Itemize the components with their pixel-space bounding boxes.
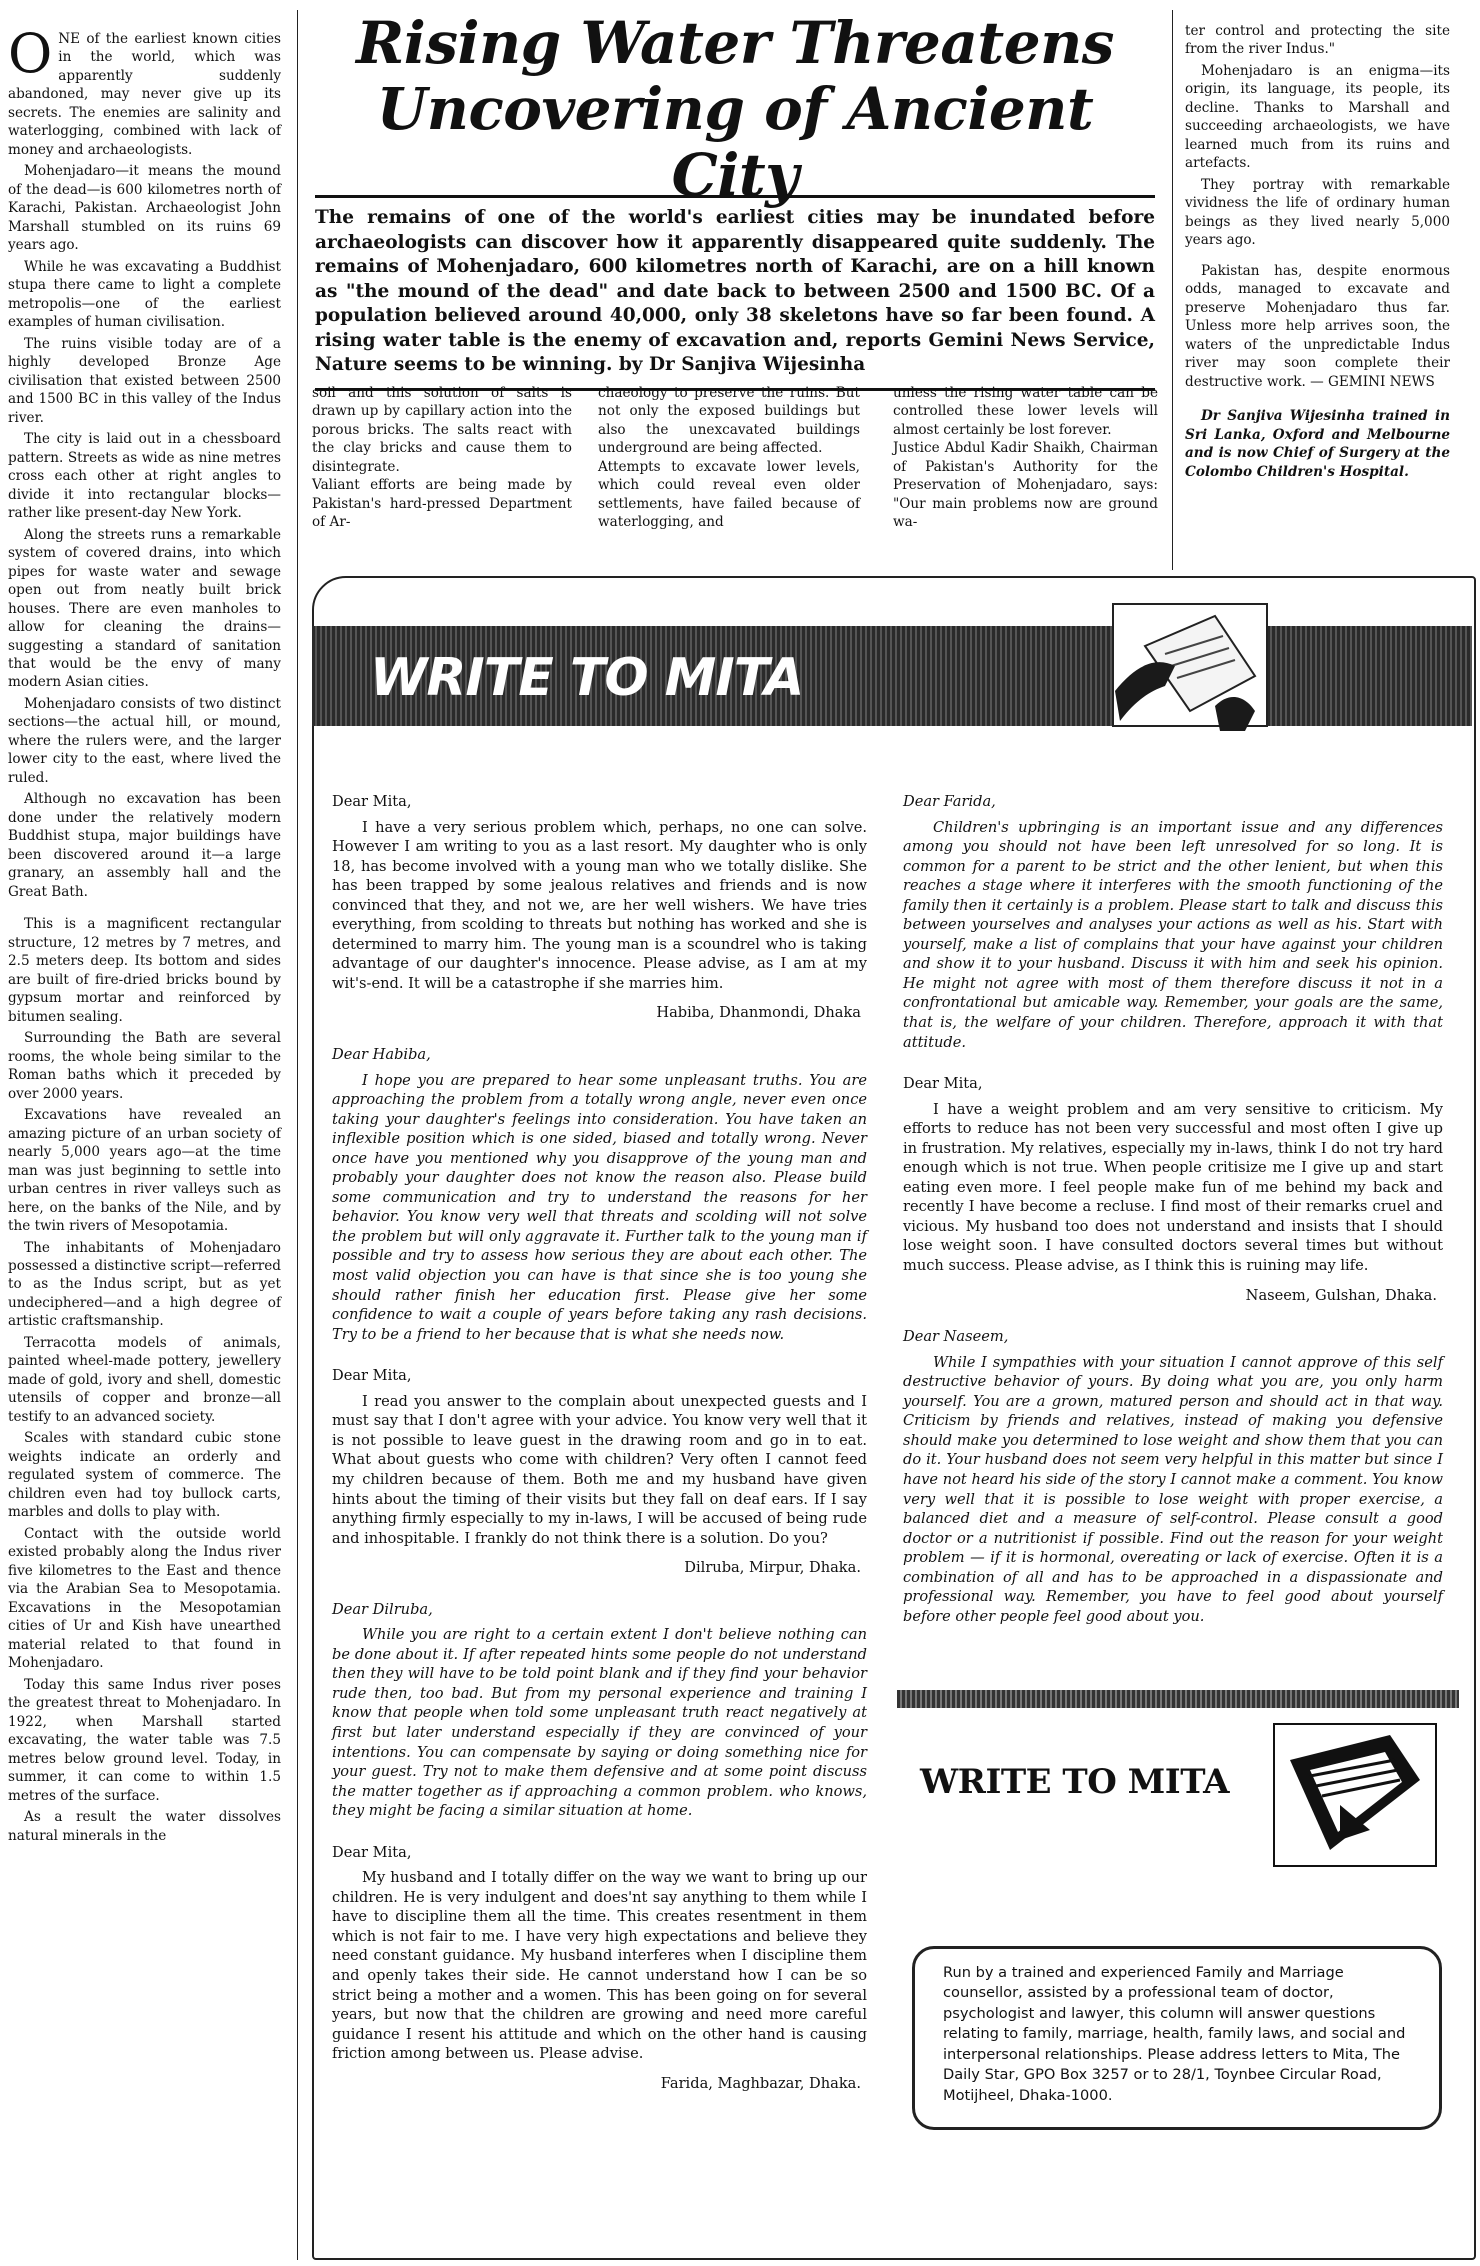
article-paragraph: ter control and protecting the site from the river Indus."	[1185, 23, 1450, 58]
answer	[332, 1045, 867, 1344]
answer-body: While I sympathies with your situation I cannot approve of this self destructive behavior of yours. By doing what you are, you only harm yourself. You are a grown, matured person and should act in that way. Criticism by friends and relatives, instead of making you defensive should make you determined to lose weight and show them that you can do it. Your husband does not seem very helpful in this matter but since I have not heard his side of the story I cannot make a comment. You know very well that it is possible to lose weight with proper exercise, a balanced diet and a measure of self-control. Please consult a good doctor or a nutritionist if possible. Find out the reason for your weight problem — if it is hormonal, overeating or lack of exercise. Often it is a combination of all and has to be approached in a dispassionate and professional way. Remember, you have to feel good about yourself before other people feel good about you.	[903, 1353, 1443, 1625]
hand-letter-icon	[1105, 596, 1275, 734]
article-paragraph: Excavations have revealed an amazing picture of an urban society of nearly 5,000 years ago—at the time man was just beginning to settle into urban centres in river valleys such as here, on the banks of the Nile, and by the twin rivers of Mesopotamia.	[8, 1107, 281, 1235]
letter-body: I have a very serious problem which, perhaps, no one can solve. However I am writing to you as a last resort. My daughter who is only 18, has become involved with a young man who we totally dislike. She has been trapped by some jealous relatives and friends and is now convinced that they, and not we, are her well wishers. We have tries everything, from scolding to threats but nothing has worked and she is determined to marry him. The young man is a scoundrel who is taking advantage of our daughter's innocence. Please advise, as I am at my wit's-end. It will be a catastrophe if she marries him.	[332, 818, 867, 992]
letter-salutation: Dear Mita,	[332, 1367, 412, 1385]
article-paragraph: As a result the water dissolves natural minerals in the	[8, 1809, 281, 1844]
letter-signature: Dilruba, Mirpur, Dhaka.	[684, 1559, 861, 1577]
letter-body: I have a weight problem and am very sensitive to criticism. My efforts to reduce has not been very successful and most often I give up in frustration. My relatives, especially my in-laws, think I do not try hard enough which is not true. When people critisize me I give up and start eating even more. I feel people make fun of me behind my back and recently I have become a recluse. I find most of their remarks cruel and vicious. My husband too does not understand and insists that I should lose weight soon. I have consulted doctors several times but without much success. Please advise, as I think this is ruining may life.	[903, 1100, 1443, 1275]
article-paragraph: They portray with remarkable vividness the life of ordinary human beings as they lived nearly 5,000 years ago.	[1185, 176, 1450, 249]
article-paragraph: Mohenjadaro is an enigma—its origin, its language, its people, its decline. Thanks to Marshall and succeeding archaeologists, we have learned much from its ruins and artefacts.	[1185, 62, 1450, 172]
article-paragraph: The city is laid out in a chessboard pattern. Streets as wide as nine metres cross each other at right angles to divide it into rectangular blocks—rather like present-day New York.	[8, 431, 281, 522]
answer-body: While you are right to a certain extent I don't believe nothing can be done about it. If after repeated hints some people do not understand then they will have to be told point blank and if they find your behavior rude then, too bad. But from my personal experience and training I know that people when told some unpleasant truth react negatively at first but later understand especially if they are convinced of your intentions. You can compensate by saying or doing something nice for your guest. Try not to make them defensive and at some point discuss the matter together as if approaching a common problem. who knows, they might be facing a similar situation at home.	[332, 1626, 867, 1820]
headline: Rising Water Threatens Uncovering of Ancient City	[356, 9, 1114, 209]
article-paragraph: Terracotta models of animals, painted wheel-made pottery, jewellery made of gold, ivory and shell, domestic utensils of copper and bronze—all testify to an advanced society.	[8, 1334, 281, 1425]
answer-salutation: Dear Naseem,	[903, 1328, 1009, 1346]
column-divider	[1172, 10, 1173, 570]
article-paragraph: While he was excavating a Buddhist stupa there came to light a complete metropolis—one of the earliest examples of human civilisation.	[8, 258, 281, 331]
article-column-3: chaeology to preserve the ruins. But not only the exposed buildings but also the unexcavated buildings underground are being affected. Attempts to excavate lower levels, which could reveal even older settlements, have failed because of waterlogging, and	[598, 385, 860, 531]
letter-salutation: Dear Mita,	[332, 1843, 412, 1861]
mita-logo-icon	[1270, 1720, 1440, 1870]
article-paragraph: The inhabitants of Mohenjadaro possessed a distinctive script—referred to as the Indus script, but as yet undeciphered—and a high degree of artistic craftsmanship.	[8, 1239, 281, 1330]
article-paragraph: Surrounding the Bath are several rooms, the whole being similar to the Roman baths which it preceded by over 2000 years.	[8, 1030, 281, 1102]
mita-info-box: Run by a trained and experienced Family and Marriage counsellor, assisted by a professional team of doctor, psychologist and lawyer, this column will answer questions relating to family, marriage, health, family laws, and social and interpersonal relationships. Please address letters to Mita, The Daily Star, GPO Box 3257 or to 28/1, Toynbee Circular Road, Motijheel, Dhaka-1000.	[912, 1946, 1442, 2130]
letter	[332, 1366, 867, 1577]
drop-cap: O	[8, 22, 53, 85]
author-note: Dr Sanjiva Wijesinha trained in Sri Lanka, Oxford and Melbourne and is now Chief of Surgery at the Colombo Children's Hospital.	[1185, 408, 1450, 480]
mita-banner-title: WRITE TO MITA	[370, 648, 804, 708]
answer	[903, 792, 1443, 1052]
answer-salutation: Dear Habiba,	[332, 1046, 431, 1064]
answer-body: I hope you are prepared to hear some unpleasant truths. You are approaching the problem from a totally wrong angle, never even once taking your daughter's feelings into consideration. You have taken an inflexible position which is one sided, biased and totally wrong. Never once have you mentioned why you disapprove of the young man and probably your daughter does not know the reason also. Please build some communication and try to understand the reasons for her behavior. You know very well that threats and scolding will not solve the problem but will only aggravate it. Further talk to the young man if possible and try to assess how serious they are about each other. The most valid objection you can have is that since she is too young she should rather finish her education first. Please give her some confidence to wait a couple of years before taking any rash decisions. Try to be a friend to her because that is what she needs now.	[332, 1071, 867, 1343]
answer	[332, 1600, 867, 1821]
article-paragraph: ONE of the earliest known cities in the world, which was apparently suddenly abandoned, may never give up its secrets. The enemies are salinity and waterlogging, combined with lack of money and archaeologists.	[8, 22, 281, 158]
article-paragraph: Pakistan has, despite enormous odds, managed to excavate and preserve Mohenjadaro thus far. Unless more help arrives soon, the waters of the unpredictable Indus river may soon complete their destructive work. — GEMINI NEWS	[1185, 262, 1450, 390]
answer-salutation: Dear Farida,	[903, 793, 996, 810]
letter	[903, 1074, 1443, 1305]
article-paragraph: The ruins visible today are of a highly developed Bronze Age civilisation that existed between 2500 and 1500 BC in this valley of the Indus river.	[8, 335, 281, 426]
article-column-5	[1185, 22, 1450, 484]
article-column-4: unless the rising water table can be controlled these lower levels will almost certainly be lost forever. Justice Abdul Kadir Shaikh, Chairman of Pakistan's Authority for the Preservation of Mohenjadaro, says: "Our main problems now are ground wa-	[893, 385, 1158, 531]
letters-column-left	[332, 792, 867, 2093]
article-paragraph: Scales with standard cubic stone weights indicate an orderly and regulated system of commerce. The children even had toy bullock carts, marbles and dolls to play with.	[8, 1430, 281, 1521]
decorative-stripe	[897, 1690, 1459, 1708]
article-column-1	[8, 22, 281, 1848]
article-paragraph: Contact with the outside world existed probably along the Indus river five kilometres to the East and thence via the Arabian Sea to Mesopotamia. Excavations in the Mesopotamian cities of Ur and Kish have unearthed material related to that found in Mohenjadaro.	[8, 1525, 281, 1672]
article-paragraph: Mohenjadaro consists of two distinct sections—the actual hill, or mound, where the rulers were, and the larger lower city to the east, where lived the ruled.	[8, 695, 281, 786]
letter-salutation: Dear Mita,	[903, 1075, 983, 1093]
letter-signature: Farida, Maghbazar, Dhaka.	[660, 2074, 861, 2092]
letter	[332, 1843, 867, 2094]
article-paragraph: Although no excavation has been done under the relatively modern Buddhist stupa, major buildings have been discovered around it—a large granary, an assembly hall and the Great Bath.	[8, 791, 281, 900]
column-divider	[297, 10, 298, 2260]
letter-body: I read you answer to the complain about unexpected guests and I must say that I don't agree with your advice. You know very well that it is not possible to leave guest in the drawing room and go in to eat. What about guests who come with children? Very often I cannot feed my children because of them. Both me and my husband have given hints about the timing of their visits but they fall on deaf ears. If I say anything firmly especially to my in-laws, I will be accused of being rude and inhospitable. I frankly do not think there is a solution. Do you?	[332, 1392, 867, 1547]
letter-signature: Habiba, Dhanmondi, Dhaka	[656, 1004, 861, 1022]
letter	[332, 792, 867, 1023]
answer-body: Children's upbringing is an important issue and any differences among you should not have been left unresolved for so long. It is common for a parent to be strict and the other lenient, but when this reaches a stage where it interferes with the smooth functioning of the family then it certainly is a problem. Please start to talk and discuss this between yourselves and analyses your actions as well as his. Start with yourself, make a list of complains that your have against your children and show it to your husband. Discuss it with him and seek his opinion. He might not agree with most of them therefore discuss it not in a confrontational but amicable way. Remember, your goals are the same, that is, the welfare of your children. Therefore, approach it with that attitude.	[903, 818, 1443, 1051]
article-deck: The remains of one of the world's earliest cities may be inundated before archaeologists can discover how it apparently disappeared quite suddenly. The remains of Mohenjadaro, 600 kilometres north of Karachi, are on a hill known as "the mound of the dead" and date back to between 2500 and 1500 BC. Of a population believed around 40,000, only 38 skeletons have so far been found. A rising water table is the enemy of excavation and, reports Gemini News Service, Nature seems to be winning. by Dr Sanjiva Wijesinha	[315, 195, 1155, 391]
letter-body: My husband and I totally differ on the way we want to bring up our children. He is very indulgent and does'nt say anything to them while I have to discipline them all the time. This creates resentment in them which is not fair to me. I have very high expectations and believe they need constant guidance. My husband interferes when I discipline them and openly takes their side. He cannot understand how I can be so strict being a mother and a women. This has been going on for several years, but now that the children are growing and need more careful guidance I resent his attitude and which on the other hand is causing friction among between us. Please advise.	[332, 1869, 867, 2063]
article-paragraph: Mohenjadaro—it means the mound of the dead—is 600 kilometres north of Karachi, Pakistan. Archaeologist John Marshall stumbled on its ruins 69 years ago.	[8, 163, 281, 254]
article-paragraph: Today this same Indus river poses the greatest threat to Mohenjadaro. In 1922, when Marshall started excavating, the water table was 7.5 metres below ground level. Today, in summer, it can come to within 1.5 metres of the surface.	[8, 1676, 281, 1804]
article-column-2: soil and this solution of salts is drawn up by capillary action into the porous bricks. The salts react with the clay bricks and cause them to disintegrate. Valiant efforts are being made by Pakistan's hard-pressed Department of Ar-	[312, 385, 572, 531]
letters-column-right	[903, 792, 1443, 1626]
letter-signature: Naseem, Gulshan, Dhaka.	[1245, 1286, 1437, 1304]
answer-salutation: Dear Dilruba,	[332, 1600, 433, 1618]
answer	[903, 1327, 1443, 1626]
mita-promo-title: WRITE TO MITA	[920, 1762, 1230, 1802]
article-paragraph: Along the streets runs a remarkable system of covered drains, into which pipes for waste water and sewage open out from neatly built brick houses. There are even manholes to allow for cleaning the drains—suggesting a standard of sanitation that would be the envy of many modern Asian cities.	[8, 526, 281, 691]
article-paragraph: This is a magnificent rectangular structure, 12 metres by 7 metres, and 2.5 meters deep. Its bottom and sides are built of fire-dried bricks bound by gypsum mortar and reinforced by bitumen sealing.	[8, 916, 281, 1025]
letter-salutation: Dear Mita,	[332, 793, 412, 810]
